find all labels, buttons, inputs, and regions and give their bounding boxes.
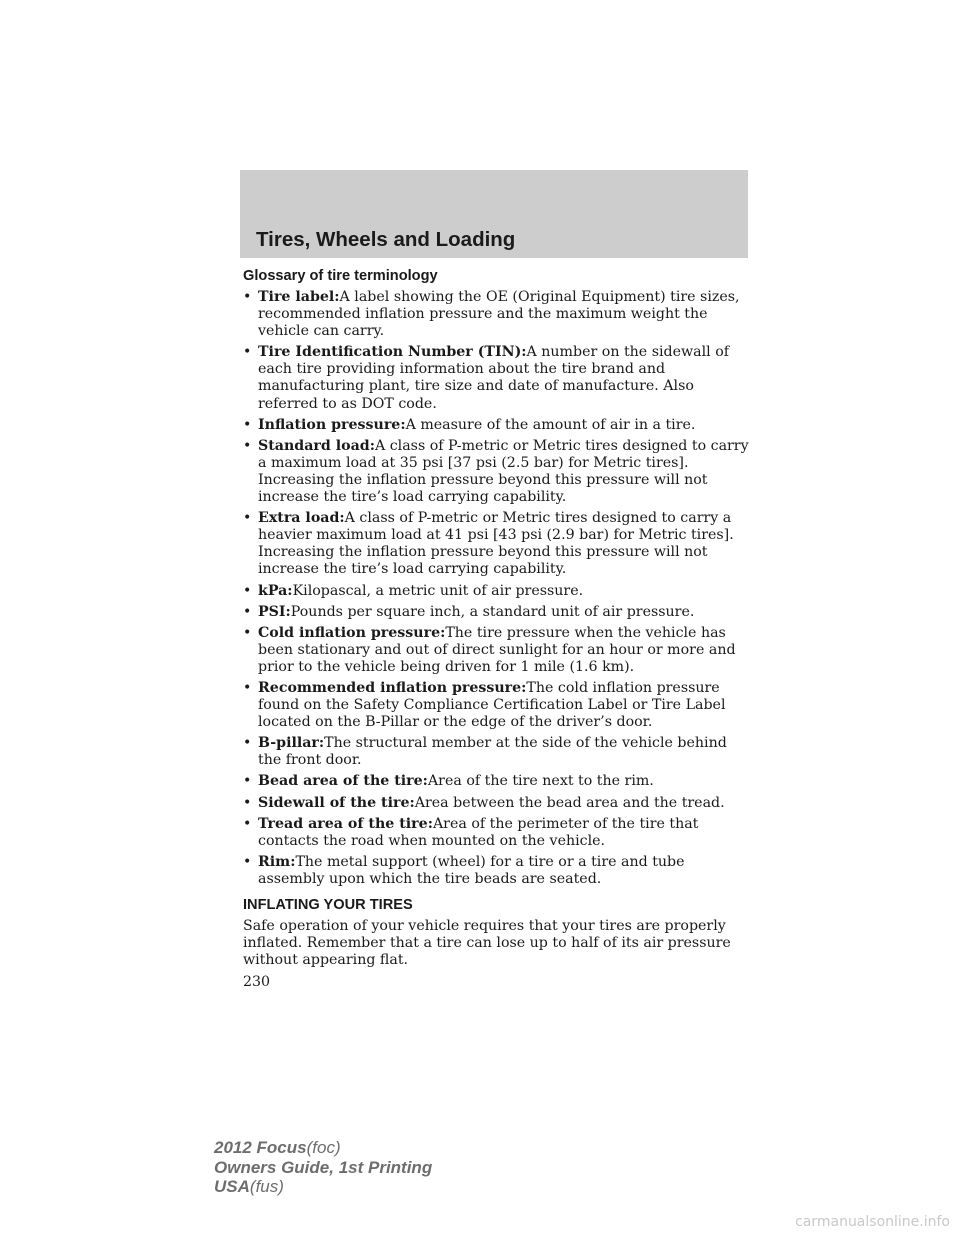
glossary-definition: A label showing the OE (Original Equipment) tire sizes, recommended inflation pressure and the maximum weight the vehicle can carry. <box>258 289 740 340</box>
glossary-definition: Pounds per square inch, a standard unit of air pressure. <box>290 603 695 620</box>
glossary-definition: A number on the sidewall of each tire providing information about the tire brand and manufacturing plant, tire size and date of manufacture. Also referred to as DOT code. <box>258 344 729 412</box>
bullet-icon: • <box>243 289 252 305</box>
bullet-icon: • <box>243 853 252 870</box>
bullet-icon: • <box>243 603 252 620</box>
bullet-icon: • <box>243 437 252 454</box>
bullet-icon: • <box>243 679 252 696</box>
bullet-icon: • <box>243 815 252 832</box>
glossary-heading: Glossary of tire terminology <box>243 268 438 284</box>
glossary-item <box>243 773 753 790</box>
glossary-term: Tire label: <box>258 289 340 305</box>
glossary-term: kPa: <box>258 582 293 599</box>
footer-market: USA <box>214 1177 250 1196</box>
glossary-definition: Area of the tire next to the rim. <box>427 773 654 790</box>
glossary-item <box>243 795 753 812</box>
bullet-icon: • <box>243 624 252 641</box>
footer-model-code: (foc) <box>306 1138 341 1157</box>
glossary-term: Cold inflation pressure: <box>258 624 446 641</box>
glossary-item <box>243 289 753 340</box>
glossary-term: Inflation pressure: <box>258 416 406 433</box>
glossary-list <box>243 289 753 888</box>
glossary-definition: The cold inflation pressure found on the Safety Compliance Certification Label or Tire Label located on the B-Pillar or the edge of the driver’s door. <box>258 679 726 731</box>
footer-market-code: (fus) <box>249 1177 284 1196</box>
glossary-term: PSI: <box>258 603 291 620</box>
glossary-definition: The tire pressure when the vehicle has been stationary and out of direct sunlight for an hour or more and prior to the vehicle being driven for 1 mile (1.6 km). <box>258 624 736 675</box>
glossary-term: Extra load: <box>258 510 345 527</box>
section-header-band <box>240 170 748 258</box>
bullet-icon: • <box>243 510 252 527</box>
glossary-item <box>243 625 753 676</box>
glossary-item <box>243 816 753 850</box>
bullet-icon: • <box>243 582 252 599</box>
footer-printing: Owners Guide, 1st Printing <box>214 1157 433 1177</box>
glossary-term: B-pillar: <box>258 735 325 752</box>
glossary-item <box>243 438 753 506</box>
glossary-item <box>243 417 753 434</box>
glossary-item <box>243 583 753 600</box>
glossary-item <box>243 854 753 888</box>
glossary-item <box>243 735 753 769</box>
footer-model: 2012 Focus <box>214 1138 307 1157</box>
glossary-item <box>243 680 753 731</box>
document-footer <box>214 1138 432 1197</box>
glossary-definition: A class of P-metric or Metric tires designed to carry a maximum load at 35 psi [37 psi (2.5 bar) for Metric tires]. Increasing the inflation pressure beyond this pressure will not increase the tire’s load carrying capability. <box>258 437 749 506</box>
page-content <box>243 267 753 991</box>
bullet-icon: • <box>243 794 252 811</box>
glossary-item <box>243 604 753 621</box>
glossary-term: Bead area of the tire: <box>258 773 428 790</box>
glossary-term: Tire Identification Number (TIN): <box>258 344 527 361</box>
bullet-icon: • <box>243 416 252 433</box>
footer-line-model <box>214 1138 432 1158</box>
glossary-term: Recommended inflation pressure: <box>258 679 527 696</box>
page-number: 230 <box>243 974 271 991</box>
glossary-definition: Area between the bead area and the tread. <box>414 794 725 811</box>
glossary-item <box>243 510 753 578</box>
glossary-item <box>243 344 753 412</box>
glossary-term: Rim: <box>258 853 296 870</box>
glossary-definition: A measure of the amount of air in a tire. <box>405 416 696 433</box>
inflating-body: Safe operation of your vehicle requires that your tires are properly inflated. Remember that a tire can lose up to half of its air pressure without appearing flat. <box>243 918 731 969</box>
glossary-term: Tread area of the tire: <box>258 815 433 832</box>
inflating-heading: INFLATING YOUR TIRES <box>243 897 413 913</box>
glossary-term: Standard load: <box>258 437 375 454</box>
glossary-definition: The metal support (wheel) for a tire or a tire and tube assembly upon which the tire beads are seated. <box>258 853 685 887</box>
bullet-icon: • <box>243 735 252 752</box>
footer-line-market <box>214 1177 432 1197</box>
watermark: carmanualsonline.info <box>795 1214 950 1230</box>
glossary-definition: A class of P-metric or Metric tires designed to carry a heavier maximum load at 41 psi [43 psi (2.9 bar) for Metric tires]. Increasing the inflation pressure beyond this pressure will not increase the tire’s load carrying capability. <box>258 510 734 578</box>
bullet-icon: • <box>243 344 252 361</box>
glossary-definition: The structural member at the side of the vehicle behind the front door. <box>258 735 727 769</box>
glossary-definition: Kilopascal, a metric unit of air pressure. <box>292 582 584 599</box>
bullet-icon: • <box>243 773 252 790</box>
section-title: Tires, Wheels and Loading <box>256 228 516 251</box>
glossary-term: Sidewall of the tire: <box>258 794 415 811</box>
glossary-definition: Area of the perimeter of the tire that contacts the road when mounted on the vehicle. <box>258 815 699 849</box>
